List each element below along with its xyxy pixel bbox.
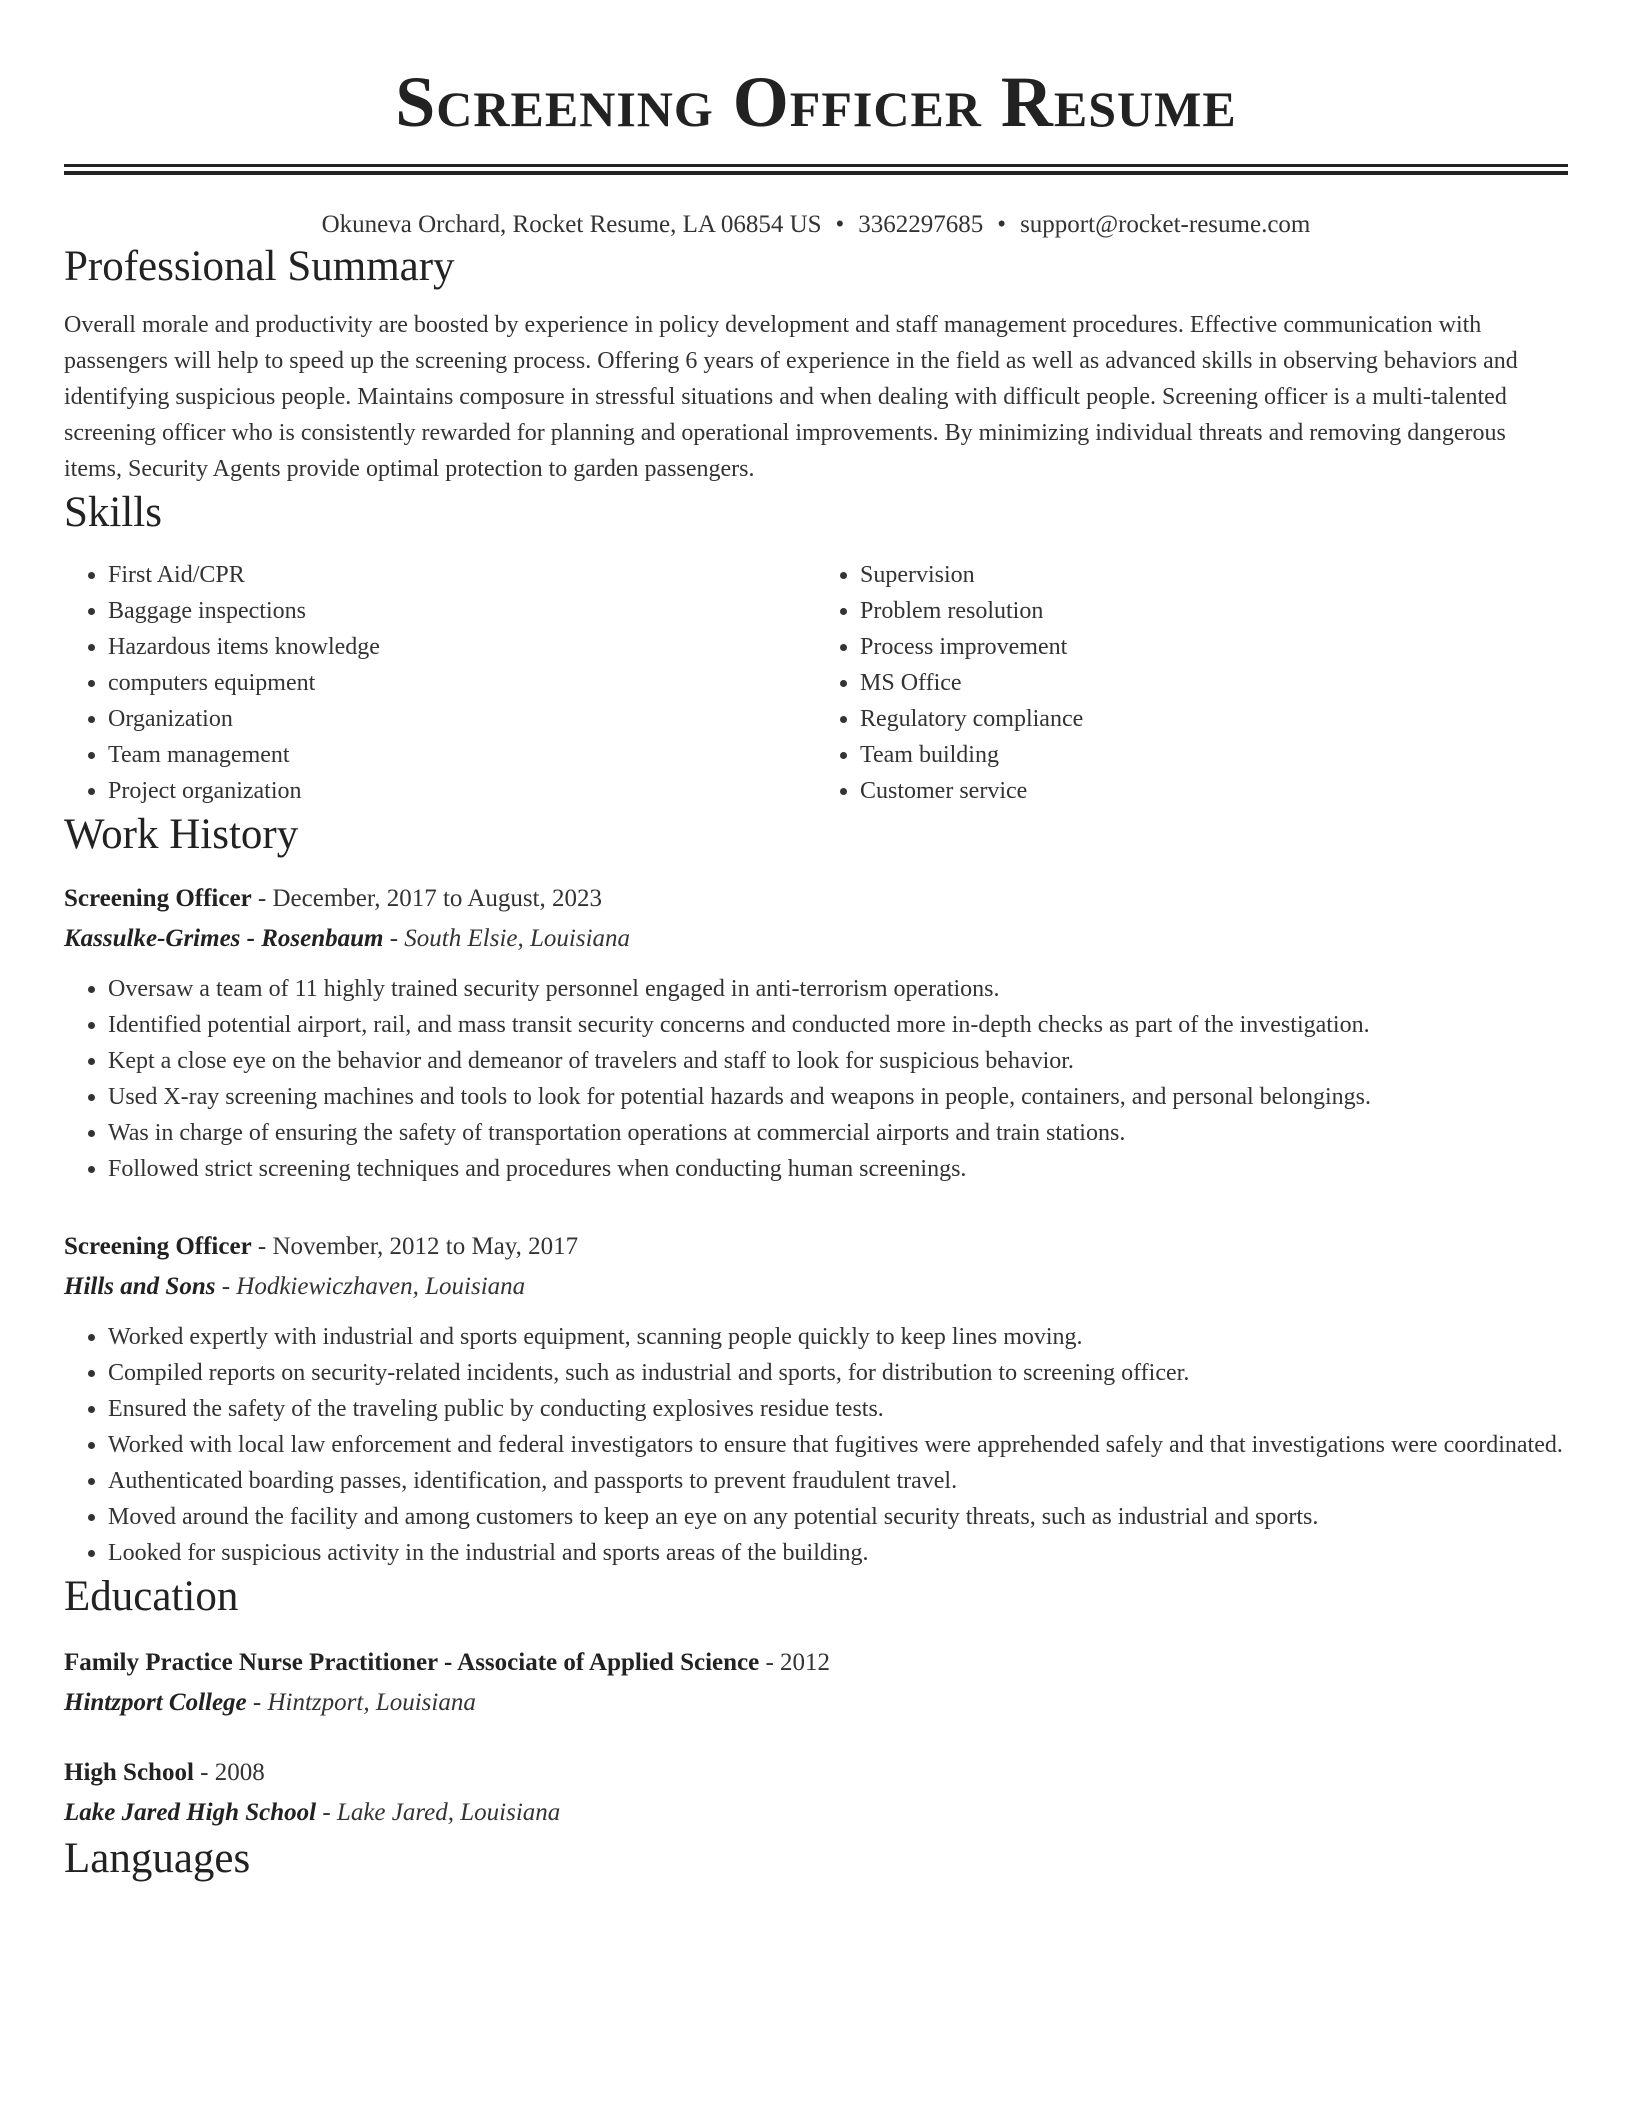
- skills-column-left: [64, 557, 816, 809]
- skill-item: • Hazardous items knowledge: [108, 629, 816, 665]
- job-location: - Hodkiewiczhaven, Louisiana: [215, 1273, 526, 1300]
- job-duty: • Used X-ray screening machines and tools to look for potential hazards and weapons in people, containers, and personal belongings.: [108, 1079, 1568, 1115]
- job-title-line: [64, 879, 1568, 919]
- degree-year: - 2008: [193, 1759, 265, 1786]
- skills-list: [64, 557, 1568, 809]
- education-entry: [64, 1643, 1568, 1723]
- degree-name: Family Practice Nurse Practitioner - Associate of Applied Science: [64, 1649, 760, 1676]
- skill-item: • Organization: [108, 701, 816, 737]
- job-duty: • Worked with local law enforcement and federal investigators to ensure that fugitives were apprehended safely and that investigations were coordinated.: [108, 1427, 1568, 1463]
- contact-line: [64, 209, 1568, 241]
- job-duty: • Oversaw a team of 11 highly trained security personnel engaged in anti-terrorism operations.: [108, 971, 1568, 1007]
- school-name: Lake Jared High School: [64, 1799, 317, 1826]
- job-duty: • Ensured the safety of the traveling public by conducting explosives residue tests.: [108, 1391, 1568, 1427]
- education-entry: [64, 1753, 1568, 1833]
- job-title: Screening Officer: [64, 885, 252, 912]
- job-duty: • Looked for suspicious activity in the industrial and sports areas of the building.: [108, 1535, 1568, 1571]
- job-duty: • Identified potential airport, rail, and mass transit security concerns and conducted more in-depth checks as part of the investigation.: [108, 1007, 1568, 1043]
- summary-heading: Professional Summary: [64, 243, 455, 290]
- job-entry: [64, 1227, 1568, 1571]
- skill-item: • Team management: [108, 737, 816, 773]
- skills-column-right: [816, 557, 1568, 809]
- job-duty: • Authenticated boarding passes, identification, and passports to prevent fraudulent travel.: [108, 1463, 1568, 1499]
- school-name: Hintzport College: [64, 1689, 247, 1716]
- skill-item: • computers equipment: [108, 665, 816, 701]
- school-line: [64, 1793, 1568, 1833]
- job-duty: • Worked expertly with industrial and sports equipment, scanning people quickly to keep lines moving.: [108, 1319, 1568, 1355]
- degree-name: High School: [64, 1759, 194, 1786]
- skill-item: • Customer service: [860, 773, 1568, 809]
- degree-line: [64, 1643, 1568, 1683]
- education-heading: Education: [64, 1573, 239, 1620]
- title-divider: [64, 164, 1568, 175]
- job-company-line: [64, 1267, 1568, 1307]
- contact-address: Okuneva Orchard, Rocket Resume, LA 06854 US: [321, 211, 822, 238]
- skill-item: • Project organization: [108, 773, 816, 809]
- skill-item: • Regulatory compliance: [860, 701, 1568, 737]
- job-title-line: [64, 1227, 1568, 1267]
- job-duty: • Kept a close eye on the behavior and demeanor of travelers and staff to look for suspicious behavior.: [108, 1043, 1568, 1079]
- school-line: [64, 1683, 1568, 1723]
- contact-separator: •: [997, 211, 1007, 238]
- job-entry: [64, 879, 1568, 1187]
- job-title: Screening Officer: [64, 1233, 252, 1260]
- contact-separator: •: [835, 211, 845, 238]
- job-company: Kassulke-Grimes - Rosenbaum: [64, 925, 384, 952]
- job-duty: • Followed strict screening techniques and procedures when conducting human screenings.: [108, 1151, 1568, 1187]
- skill-item: • MS Office: [860, 665, 1568, 701]
- skill-item: • Supervision: [860, 557, 1568, 593]
- degree-year: - 2012: [759, 1649, 831, 1676]
- languages-heading: Languages: [64, 1835, 251, 1882]
- contact-email: support@rocket-resume.com: [1020, 211, 1311, 238]
- skill-item: • Process improvement: [860, 629, 1568, 665]
- job-duty: • Compiled reports on security-related incidents, such as industrial and sports, for distribution to screening officer.: [108, 1355, 1568, 1391]
- skill-item: • Team building: [860, 737, 1568, 773]
- contact-phone: 3362297685: [858, 211, 984, 238]
- job-dates: - November, 2012 to May, 2017: [251, 1233, 579, 1260]
- job-location: - South Elsie, Louisiana: [383, 925, 631, 952]
- job-duties: [64, 971, 1568, 1187]
- skill-item: • Problem resolution: [860, 593, 1568, 629]
- job-company-line: [64, 919, 1568, 959]
- job-duty: • Moved around the facility and among customers to keep an eye on any potential security threats, such as industrial and sports.: [108, 1499, 1568, 1535]
- summary-text: Overall morale and productivity are boosted by experience in policy development and staff management procedures. Effective communication with passengers will help to speed up the screening process. Offering 6 years of experience in the field as well as advanced skills in observing behaviors and identifying suspicious people. Maintains composure in stressful situations and when dealing with difficult people. Screening officer is a multi-talented screening officer who is consistently rewarded for planning and operational improvements. By minimizing individual threats and removing dangerous items, Security Agents provide optimal protection to garden passengers.: [64, 312, 1518, 482]
- job-dates: - December, 2017 to August, 2023: [251, 885, 603, 912]
- resume-title: Screening Officer Resume: [395, 62, 1237, 142]
- resume-page: [64, 0, 1568, 1885]
- degree-line: [64, 1753, 1568, 1793]
- skill-item: • First Aid/CPR: [108, 557, 816, 593]
- job-duty: • Was in charge of ensuring the safety of transportation operations at commercial airports and train stations.: [108, 1115, 1568, 1151]
- work-history-heading: Work History: [64, 811, 299, 858]
- school-location: - Lake Jared, Louisiana: [316, 1799, 561, 1826]
- school-location: - Hintzport, Louisiana: [246, 1689, 476, 1716]
- skills-heading: Skills: [64, 489, 162, 536]
- job-duties: [64, 1319, 1568, 1571]
- skill-item: • Baggage inspections: [108, 593, 816, 629]
- job-company: Hills and Sons: [64, 1273, 216, 1300]
